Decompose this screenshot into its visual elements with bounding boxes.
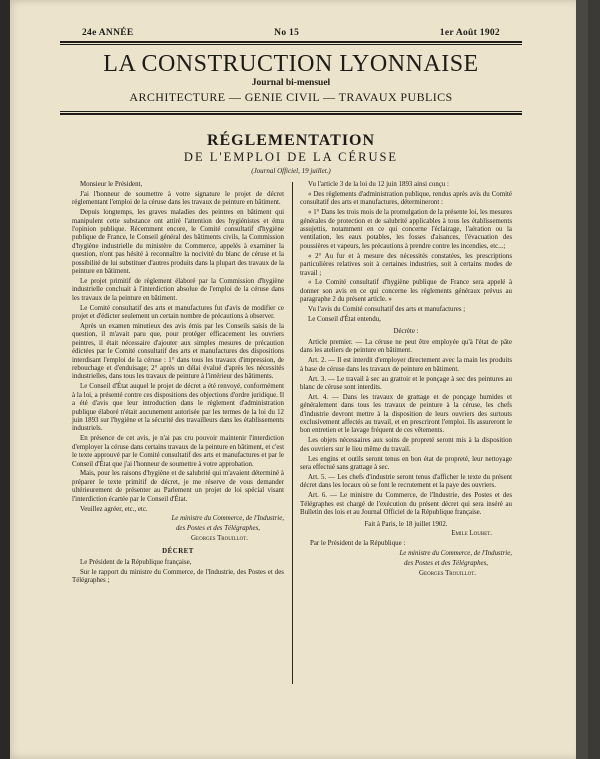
paragraph: « Des règlements d'administration publique, rendus après avis du Comité consultatif des arts et manufactures, détermineront : [300, 190, 512, 207]
paragraph: J'ai l'honneur de soumettre à votre signature le projet de décret réglementant l'emploi de la céruse dans les travaux de peinture en bâtiment. [72, 190, 284, 207]
journal-topics: ARCHITECTURE — GENIE CIVIL — TRAVAUX PUBLICS [129, 90, 453, 104]
book-binding [0, 0, 10, 759]
article-paragraph: Art. 6. — Le ministre du Commerce, de l'Industrie, des Postes et des Télégraphes est chargé de l'exécution du présent décret qui sera inséré au Bulletin des lois et au Journal Officiel de la République française. [300, 492, 512, 517]
decret-heading: DÉCRET [162, 547, 194, 555]
article-paragraph: Art. 2. — Il est interdit d'employer directement avec la main les produits à base de céruse dans les travaux de peinture en bâtiment. [300, 357, 512, 373]
journal-subtitle: Journal bi-mensuel [251, 78, 331, 88]
fait-line: Fait à Paris, le 18 juillet 1902. [364, 520, 448, 528]
article-source: (Journal Officiel, 19 juillet.) [251, 167, 331, 175]
signature-line: Le ministre du Commerce, de l'Industrie, [399, 550, 512, 558]
paragraph: Vu l'article 3 de la loi du 12 juin 1893 ainsi conçu : [308, 181, 449, 188]
paragraph: Mais, pour les raisons d'hygiène et de salubrité qui m'avaient déterminé à préparer le texte primitif de décret, je me réserve de vous demander ultérieurement de présenter au Parlement un projet de loi spécial visant l'interdiction écartée par le Conseil d'État. [72, 470, 284, 503]
article-paragraph: Article premier. — La céruse ne peut être employée qu'à l'état de pâte dans les ateliers de peinture en bâtiment. [300, 338, 512, 355]
right-column [300, 181, 512, 580]
masthead-bottom-rule [60, 111, 522, 112]
masthead [60, 28, 522, 115]
paragraph: Le Comité consultatif des arts et manufactures fut d'avis de modifier ce projet et d'édicter seulement un certain nombre de précautions à observer. [72, 304, 284, 321]
paragraph: Après un examen minutieux des avis émis par les Conseils saisis de la question, il m'avait paru que, pour protéger efficacement les ouvriers peintres, il était nécessaire d'ajouter aux simples mesures de précaution édictées par le Comité consultatif des arts et manufactures des dispositions interdisant l'emploi de la céruse : 1° dans tous les travaux d'impression, de rebouchage et d'enduisage; 2° après un délai évalué d'après les nécessités industrielles, dans tous les travaux de peinture à l'intérieur des bâtiments. [72, 323, 284, 381]
article-paragraph: Art. 4. — Dans les travaux de grattage et de ponçage humides et généralement dans tous les travaux de peinture à la céruse, les chefs d'industrie devront mettre à la disposition de leurs ouvriers des surtouts exclusivement affectés au travail, et en prescriront l'emploi. Ils assureront le bon entretien et le lavage fréquent de ces vêtements. [300, 393, 512, 435]
article-paragraph: Les engins et outils seront tenus en bon état de propreté, leur nettoyage sera effectué sans grattage à sec. [300, 455, 512, 472]
masthead-rule [60, 41, 522, 43]
paragraph: « 1° Dans les trois mois de la promulgation de la présente loi, les mesures générales de protection et de salubrité applicables à tous les établissements assujettis, notamment en ce qui concerne l'éclairage, l'aération ou la ventilation, les eaux potables, les fosses d'aisances, l'évacuation des poussières et vapeurs, les précautions à prendre contre les incendies, etc...; [300, 209, 512, 250]
signature-line: des Postes et des Télégraphes, [175, 525, 260, 533]
paragraph: Veuillez agréer, etc., etc. [80, 505, 148, 513]
article-paragraph: Les objets nécessaires aux soins de propreté seront mis à la disposition des ouvriers sur le lieu même du travail. [300, 437, 512, 453]
paragraph: Depuis longtemps, les graves maladies des peintres en bâtiment qui manipulent cette substance ont attiré l'attention des hygiénistes et ému l'opinion publique. Récemment encore, le Comité consultatif d'hygiène publique de France, le Conseil général des bâtiments civils, la Commission d'hygiène industrielle du ministère du Commerce, appelés à examiner la question, n'ont pas hésité à reconnaître la nocivité du blanc de céruse et la possibilité de lui substituer d'autres produits dans la plupart des travaux de la peinture en bâtiment. [72, 209, 284, 276]
president-signature: Emile Loubet. [451, 530, 492, 538]
par-president: Par le Président de la République : [310, 540, 406, 548]
paragraph: « 2° Au fur et à mesure des nécessités constatées, les prescriptions particulières relatives soit à certaines industries, soit à certains modes de travail ; [300, 252, 512, 277]
signature-name: Georges Trouillot. [191, 535, 248, 543]
paragraph: Sur le rapport du ministre du Commerce, de l'Industrie, des Postes et des Télégraphes ; [72, 568, 284, 585]
left-column [72, 181, 284, 587]
issue-number: No 15 [274, 28, 300, 38]
paragraph: « Le Comité consultatif d'hygiène publique de France sera appelé à donner son avis en ce qui concerne les règlements généraux prévus au paragraphe 2 du présent article. » [300, 279, 512, 304]
paragraph: En présence de cet avis, je n'ai pas cru pouvoir maintenir l'interdiction d'employer la céruse dans certains travaux de la peinture en bâtiment, et c'est le texte approuvé par le Comité consultatif des arts et manufactures et par le Conseil d'État que j'ai l'honneur de soumettre à votre approbation. [72, 435, 284, 468]
page-edge [576, 0, 588, 759]
paragraph: Le Conseil d'État auquel le projet de décret a été renvoyé, conformément à la loi, a présenté contre ces dispositions des objections d'ordre juridique. Il a été d'avis que leur introduction dans le règlement d'administration publique élaboré n'était aucunement autorisée par les termes de la loi du 12 juin 1893 sur l'hygiène et la sécurité des travailleurs dans les établissements industriels. [72, 383, 284, 433]
paragraph: Le Président de la République française, [80, 559, 192, 567]
masthead-bottom-rule-thick [60, 113, 522, 115]
volume-year: 24e ANNÉE [82, 28, 134, 38]
article-title: RÉGLEMENTATION [206, 132, 376, 149]
signature-name: Georges Trouillot. [419, 570, 476, 578]
column-divider [292, 182, 293, 684]
paragraph: Le Conseil d'État entendu, [308, 316, 381, 324]
paragraph: Monsieur le Président, [80, 181, 143, 188]
signature-line: Le ministre du Commerce, de l'Industrie, [171, 515, 284, 523]
issue-date: 1er Août 1902 [439, 28, 500, 38]
paragraph: Le projet primitif de règlement élaboré par la Commission d'hygiène industrielle concluait à l'interdiction absolue de l'emploi de la céruse dans les travaux de la peinture en bâtiment. [72, 277, 284, 302]
article-paragraph: Art. 5. — Les chefs d'industrie seront tenus d'afficher le texte du présent décret dans les locaux où se font le recrutement et la paye des ouvriers. [300, 474, 512, 490]
signature-line: des Postes et des Télégraphes, [403, 560, 488, 568]
journal-title: LA CONSTRUCTION LYONNAISE [103, 51, 479, 77]
article-paragraph: Art. 3. — Le travail à sec au grattoir et le ponçage à sec des peintures au blanc de céruse sont interdits. [300, 375, 512, 391]
issue-meta [60, 28, 522, 38]
masthead-rule-thin [60, 44, 522, 45]
paragraph: Vu l'avis du Comité consultatif des arts et manufactures ; [308, 306, 466, 314]
decrete-heading: Décrète : [393, 327, 419, 335]
article-subtitle: DE L'EMPLOI DE LA CÉRUSE [183, 150, 399, 164]
